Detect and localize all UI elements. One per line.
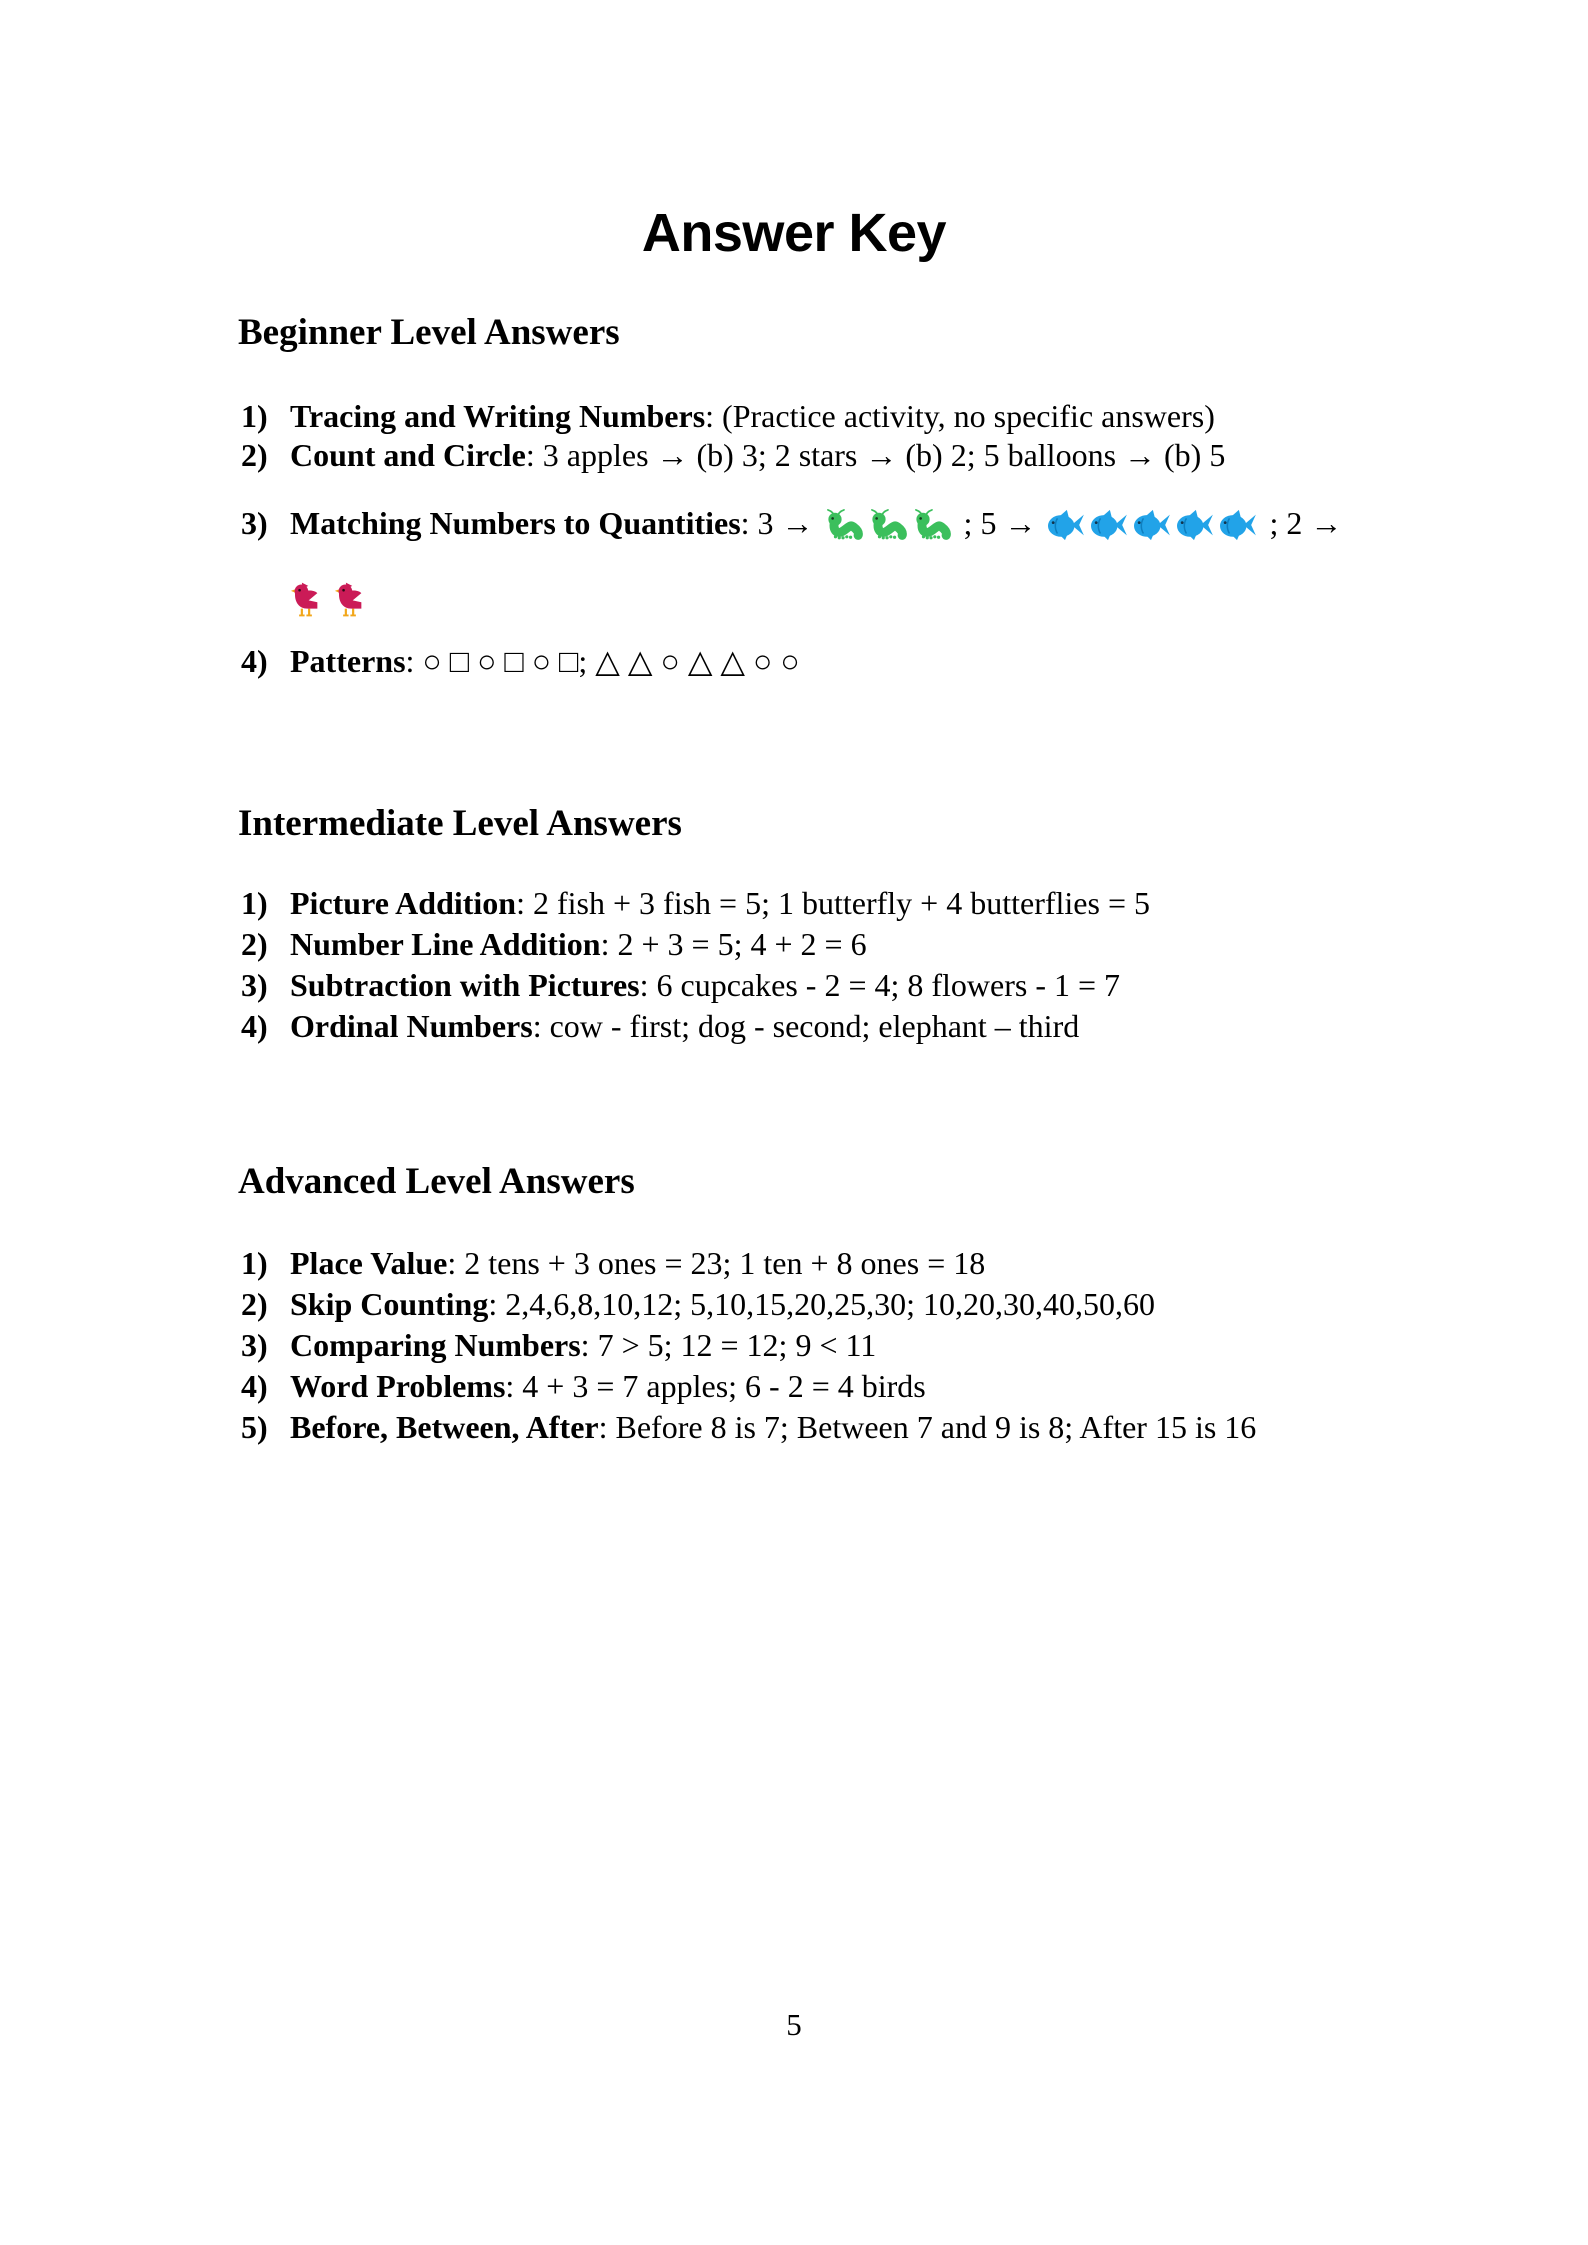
item-text: : 2,4,6,8,10,12; 5,10,15,20,25,30; 10,20,30,40,50,60 (488, 1286, 1155, 1322)
item-number: 3) (241, 505, 268, 541)
item-content (290, 926, 867, 962)
item-text: : Before 8 is 7; Between 7 and 9 is 8; After 15 is 16 (598, 1409, 1257, 1445)
list-item (241, 883, 1150, 923)
item-text: ; 2 → (1269, 505, 1343, 541)
item-label: Patterns (290, 643, 406, 679)
section-heading-intermediate: Intermediate Level Answers (238, 803, 682, 844)
item-text: : 6 cupcakes - 2 = 4; 8 flowers - 1 = 7 (639, 967, 1121, 1003)
item-number: 2) (241, 926, 268, 962)
item-label: Subtraction with Pictures (290, 967, 640, 1003)
item-text: : 4 + 3 = 7 apples; 6 - 2 = 4 birds (505, 1368, 926, 1404)
item-text: ; 5 → (963, 505, 1037, 541)
item-label: Comparing Numbers (290, 1327, 581, 1363)
item-content (290, 1286, 1155, 1322)
item-content (290, 1409, 1256, 1445)
item-text: : ○ □ ○ □ ○ □; △ △ ○ △ △ ○ ○ (405, 643, 800, 679)
item-content (290, 505, 1342, 541)
item-label: Before, Between, After (290, 1409, 599, 1445)
list-item (241, 1243, 985, 1283)
item-content (290, 1245, 985, 1281)
list-item (241, 965, 1120, 1005)
item-label: Number Line Addition (290, 926, 601, 962)
item-number: 5) (241, 1409, 268, 1445)
item-number: 3) (241, 1327, 268, 1363)
item-label: Picture Addition (290, 885, 517, 921)
item-label: Matching Numbers to Quantities (290, 505, 741, 541)
item-label: Tracing and Writing Numbers (290, 398, 706, 434)
list-item (241, 1284, 1155, 1324)
item-number: 3) (241, 967, 268, 1003)
list-item (241, 1325, 876, 1365)
item-content (290, 885, 1150, 921)
bird-icon-row (290, 581, 378, 623)
fish-icon-group (1045, 505, 1260, 541)
list-item (241, 924, 867, 964)
list-item (241, 396, 1215, 436)
bird-icon (290, 581, 321, 618)
list-item (241, 1407, 1256, 1447)
fish-icon (1174, 508, 1214, 542)
item-content (290, 437, 1225, 473)
item-number: 2) (241, 437, 268, 473)
caterpillar-icon (823, 508, 864, 542)
page-number: 5 (786, 2007, 802, 2042)
caterpillar-icon (911, 508, 952, 542)
section-heading-beginner: Beginner Level Answers (238, 312, 620, 353)
page-title: Answer Key (641, 203, 947, 263)
item-text: : 2 fish + 3 fish = 5; 1 butterfly + 4 butterflies = 5 (516, 885, 1150, 921)
item-number: 4) (241, 1008, 268, 1044)
section-heading-advanced: Advanced Level Answers (238, 1161, 635, 1202)
caterpillar-icon-group (823, 505, 955, 541)
item-text: : cow - first; dog - second; elephant – third (532, 1008, 1080, 1044)
list-item-patterns (241, 641, 800, 681)
item-label: Word Problems (290, 1368, 506, 1404)
item-number: 4) (241, 643, 268, 679)
item-number: 1) (241, 885, 268, 921)
item-label: Place Value (290, 1245, 448, 1281)
caterpillar-icon (867, 508, 908, 542)
bird-icon (334, 581, 365, 618)
item-text: : 7 > 5; 12 = 12; 9 < 11 (580, 1327, 877, 1363)
fish-icon (1217, 508, 1257, 542)
item-content (290, 1327, 876, 1363)
list-item (241, 1006, 1079, 1046)
item-number: 4) (241, 1368, 268, 1404)
item-text: : 2 + 3 = 5; 4 + 2 = 6 (600, 926, 867, 962)
item-content (290, 967, 1120, 1003)
fish-icon (1045, 508, 1085, 542)
list-item (241, 435, 1225, 475)
item-label: Ordinal Numbers (290, 1008, 533, 1044)
fish-icon (1131, 508, 1171, 542)
item-content (290, 398, 1215, 434)
item-content (290, 643, 800, 679)
item-text: : (Practice activity, no specific answers) (705, 398, 1215, 434)
item-text: : 3 apples → (b) 3; 2 stars → (b) 2; 5 balloons → (b) 5 (525, 437, 1226, 473)
item-number: 1) (241, 398, 268, 434)
item-text: : 3 → (740, 505, 814, 541)
item-content (290, 1008, 1079, 1044)
item-content (290, 1368, 926, 1404)
item-label: Count and Circle (290, 437, 526, 473)
item-number: 2) (241, 1286, 268, 1322)
list-item (241, 1366, 926, 1406)
item-label: Skip Counting (290, 1286, 489, 1322)
fish-icon (1088, 508, 1128, 542)
item-number: 1) (241, 1245, 268, 1281)
item-text: : 2 tens + 3 ones = 23; 1 ten + 8 ones = 18 (447, 1245, 986, 1281)
list-item-matching-quantities (241, 503, 1342, 543)
